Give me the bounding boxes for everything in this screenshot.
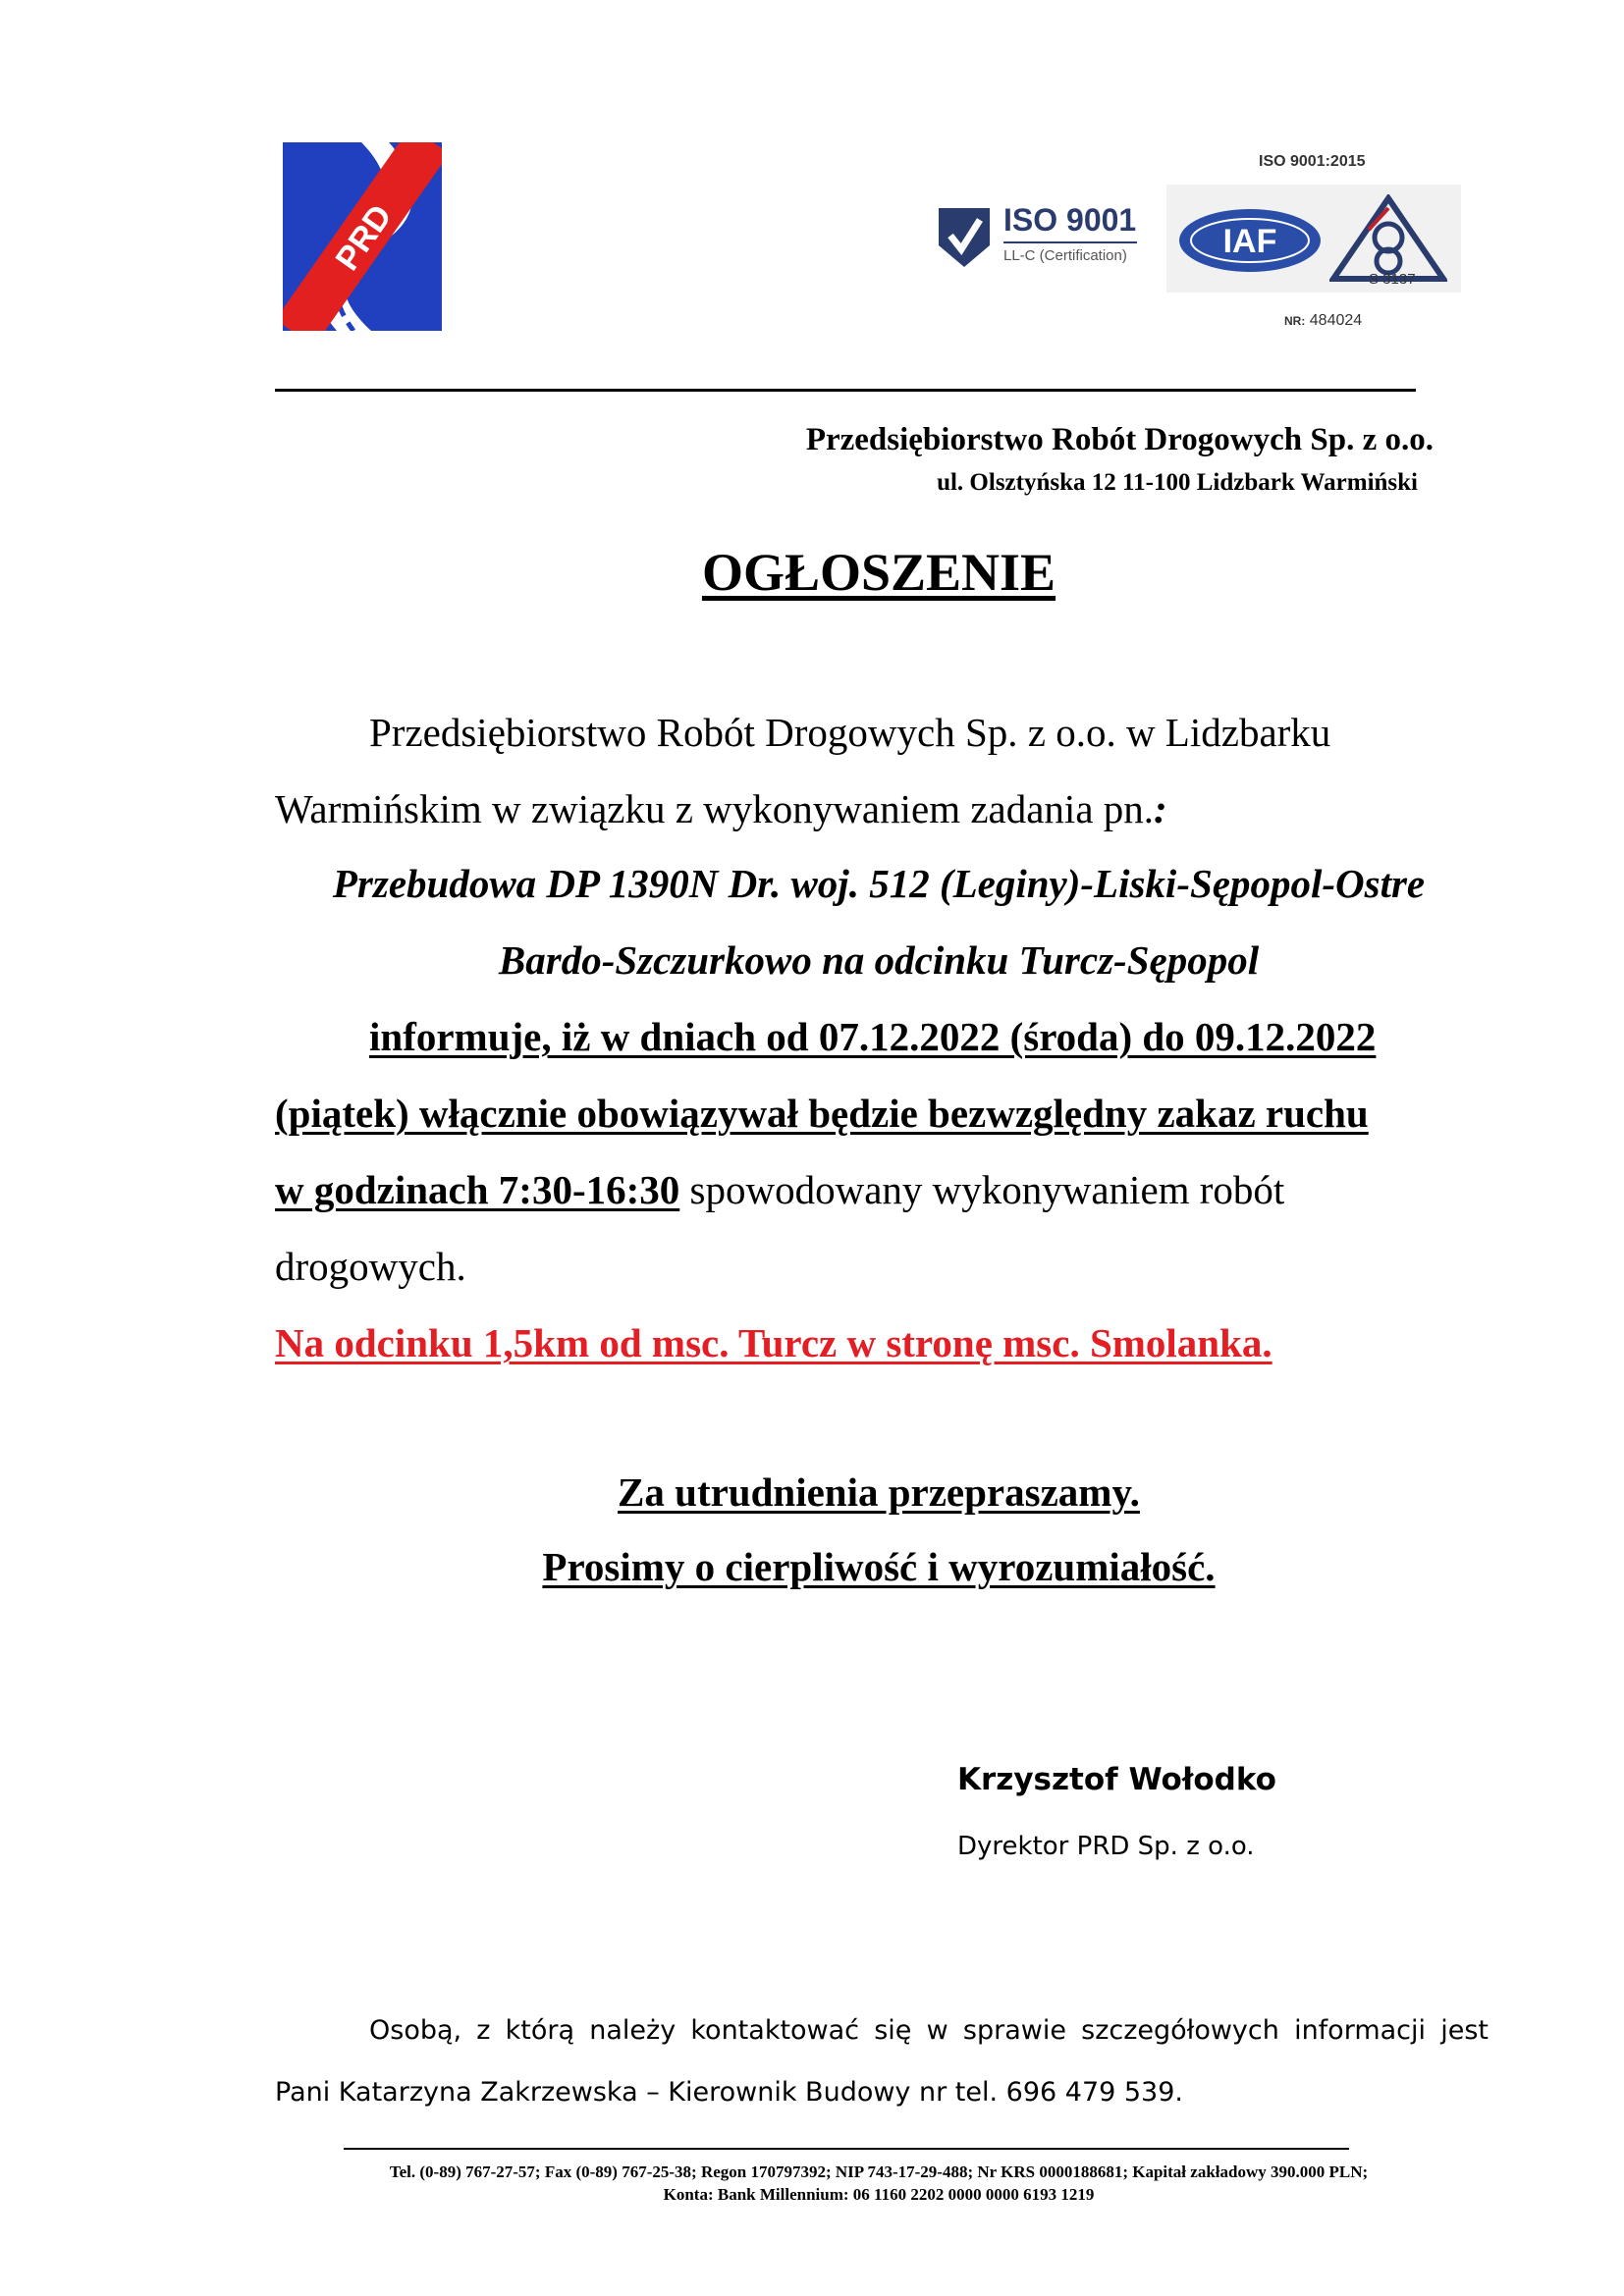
info-hours: w godzinach 7:30-16:30 <box>275 1167 680 1212</box>
iso-standard-label: ISO 9001:2015 <box>1259 153 1366 170</box>
cert-number-value: 484024 <box>1309 312 1363 329</box>
prd-logo-text: PRD <box>328 197 400 278</box>
contact-line-2: Pani Katarzyna Zakrzewska – Kierownik Budowy nr tel. 696 479 539. <box>275 2077 1184 2108</box>
apology-line-2: Prosimy o cierpliwość i wyrozumiałość. <box>542 1544 1216 1589</box>
cert-number-label: NR: <box>1284 314 1306 328</box>
iaf-certification-block <box>1166 147 1461 334</box>
iso-label: ISO 9001 <box>1003 202 1137 238</box>
cert-number <box>1284 312 1362 330</box>
iaf-label: IAF <box>1222 223 1277 260</box>
iaf-logo-icon <box>1176 206 1324 275</box>
task-title-line-2: Bardo-Szczurkowo na odcinku Turcz-Sępopol <box>498 937 1260 983</box>
prd-logo <box>283 142 442 331</box>
company-name: Przedsiębiorstwo Robót Drogowych Sp. z o.o. <box>805 422 1434 457</box>
body-line-1: Przedsiębiorstwo Robót Drogowych Sp. z o.o. w Lidzbarku <box>369 710 1331 755</box>
body-line-2 <box>275 785 1167 832</box>
body-line-2-text: Warmińskim w związku z wykonywaniem zadania pn. <box>275 786 1155 831</box>
info-line-2: (piątek) włącznie obowiązywał będzie bezwzględny zakaz ruchu <box>275 1091 1369 1136</box>
iso-9001-logo <box>937 202 1143 273</box>
task-title-line-1: Przebudowa DP 1390N Dr. woj. 512 (Leginy)-Liski-Sępopol-Ostre <box>332 861 1426 906</box>
info-line-4: drogowych. <box>275 1244 466 1289</box>
footer-divider <box>344 2148 1349 2150</box>
iso-sub-label: LL-C (Certification) <box>1003 247 1127 264</box>
info-line-3 <box>275 1166 1284 1213</box>
cert-code: S 3137 <box>1369 271 1416 288</box>
footer-line-2: Konta: Bank Millennium: 06 1160 2202 0000 0000 6193 1219 <box>663 2185 1095 2204</box>
signature-name: Krzysztof Wołodko <box>957 1762 1276 1797</box>
footer-line-1: Tel. (0-89) 767-27-57; Fax (0-89) 767-25-38; Regon 170797392; NIP 743-17-29-488; Nr KRS 0000188681; Kapitał zakładowy 390.000 PLN; <box>389 2163 1369 2181</box>
contact-line-1: Osobą, z którą należy kontaktować się w sprawie szczegółowych informacji jest <box>369 2015 1489 2046</box>
company-address: ul. Olsztyńska 12 11-100 Lidzbark Warmiński <box>937 469 1418 496</box>
header-divider <box>275 389 1416 392</box>
apology-line-1: Za utrudnienia przepraszamy. <box>618 1469 1140 1515</box>
signature-role: Dyrektor PRD Sp. z o.o. <box>957 1832 1255 1861</box>
red-notice: Na odcinku 1,5km od msc. Turcz w stronę msc. Smolanka. <box>275 1320 1272 1365</box>
body-line-2-colon: : <box>1154 786 1167 831</box>
info-line-1: informuje, iż w dniach od 07.12.2022 (środa) do 09.12.2022 <box>369 1014 1377 1059</box>
check-shield-icon <box>937 206 992 269</box>
page-title: OGŁOSZENIE <box>701 543 1056 602</box>
info-line-3-rest: spowodowany wykonywaniem robót <box>679 1167 1285 1212</box>
